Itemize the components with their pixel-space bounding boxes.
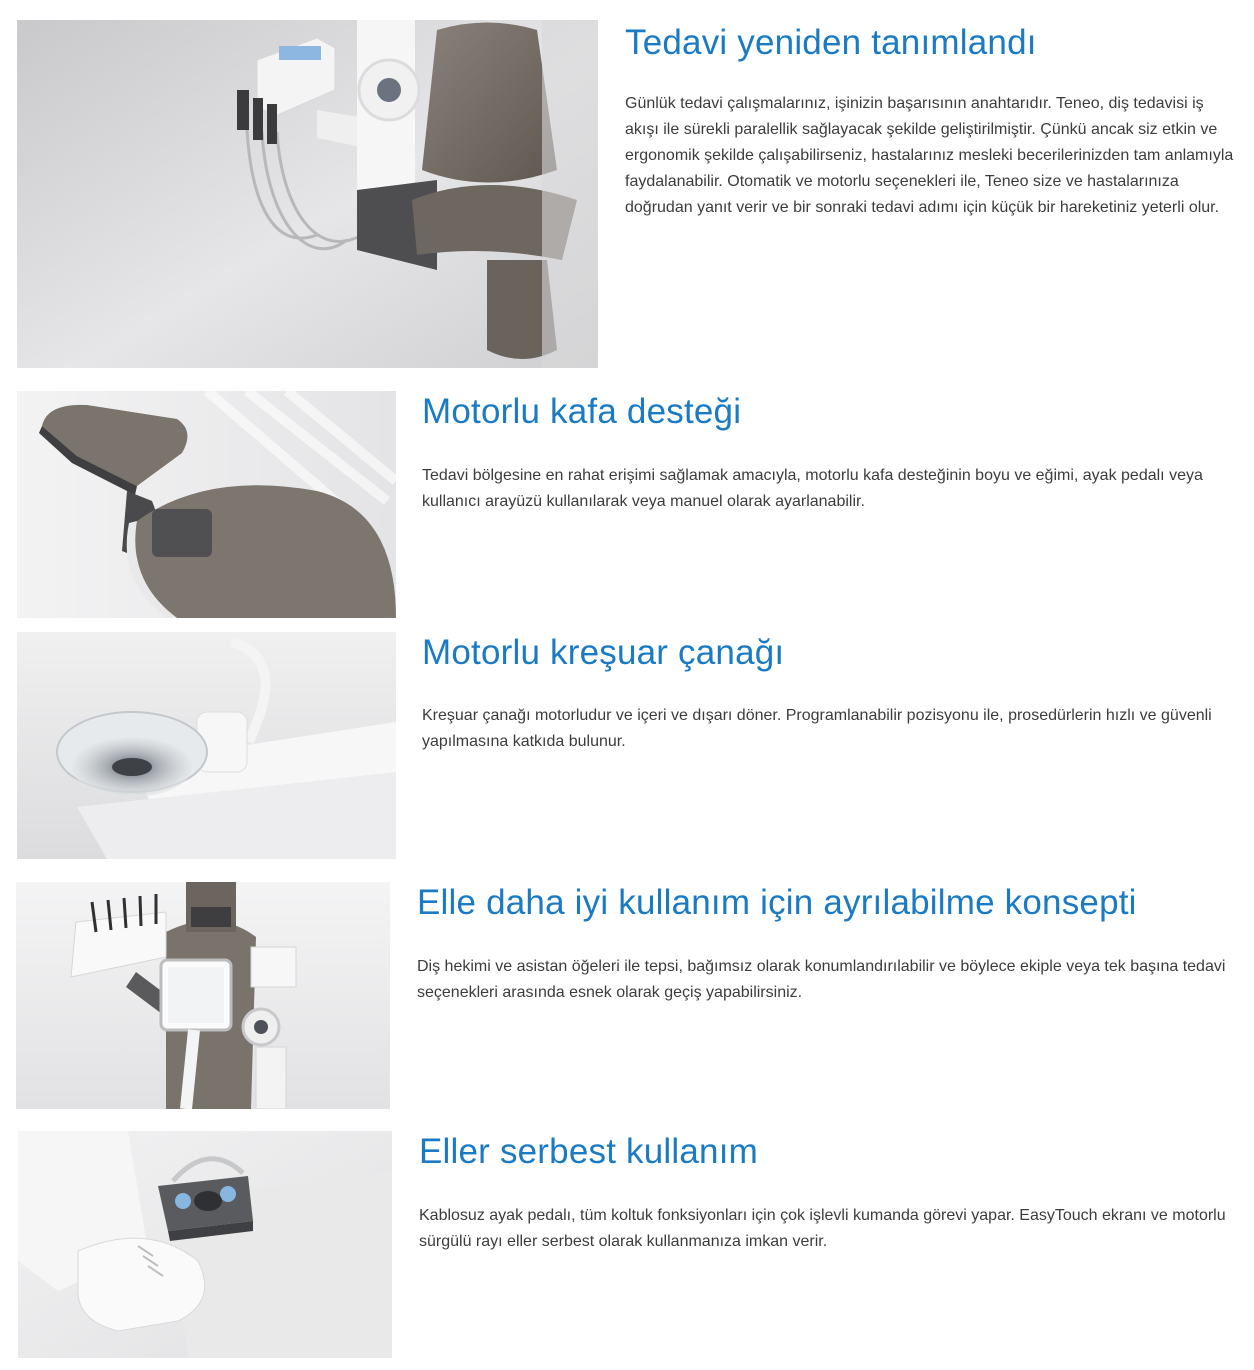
headrest-image <box>17 391 396 618</box>
section-title-detachable: Elle daha iyi kullanım için ayrılabilme konsepti <box>417 883 1137 922</box>
section-body-treatment: Günlük tedavi çalışmalarınız, işinizin başarısının anahtarıdır. Teneo, diş tedavisi iş akışı ile sürekli paralellik sağlayacak şekilde geliştirilmiştir. Çünkü ancak siz etkin ve ergonomik şekilde çalışabilirseniz, hastalarınız mesleki becerilerinizden tam anlamıyla faydalanabilir. Otomatik ve motorlu seçenekleri ile, Teneo size ve hastalarınıza doğrudan yanıt verir ve bir sonraki tedavi adımı için küçük bir hareketiniz yeterli olur. <box>625 95 1234 216</box>
foot-control-image <box>18 1131 392 1358</box>
cuspidor-bowl-image <box>17 632 396 859</box>
section-title-treatment: Tedavi yeniden tanımlandı <box>625 23 1037 62</box>
section-title-headrest: Motorlu kafa desteği <box>422 392 742 431</box>
section-title-cuspidor: Motorlu kreşuar çanağı <box>422 633 785 672</box>
section-body-detachable: Diş hekimi ve asistan öğeleri ile tepsi, bağımsız olarak konumlandırılabilir ve böylece ekiple veya tek başına tedavi seçenekleri arasında esnek olarak geçiş yapabilirsiniz. <box>417 958 1226 1001</box>
treatment-center-image <box>17 20 598 368</box>
section-body-headrest: Tedavi bölgesine en rahat erişimi sağlamak amacıyla, motorlu kafa desteğinin boyu ve eğimi, ayak pedalı veya kullanıcı arayüzü kullanılarak veya manuel olarak ayarlanabilir. <box>422 467 1203 510</box>
section-title-handsfree: Eller serbest kullanım <box>419 1132 758 1171</box>
section-body-handsfree: Kablosuz ayak pedalı, tüm koltuk fonksiyonları için çok işlevli kumanda görevi yapar. EasyTouch ekranı ve motorlu sürgülü rayı eller serbest olarak kullanmanıza imkan verir. <box>419 1207 1226 1250</box>
section-body-cuspidor: Kreşuar çanağı motorludur ve içeri ve dışarı döner. Programlanabilir pozisyonu ile, prosedürlerin hızlı ve güvenli yapılmasına katkıda bulunur. <box>422 707 1212 750</box>
detachable-concept-image <box>16 882 390 1109</box>
